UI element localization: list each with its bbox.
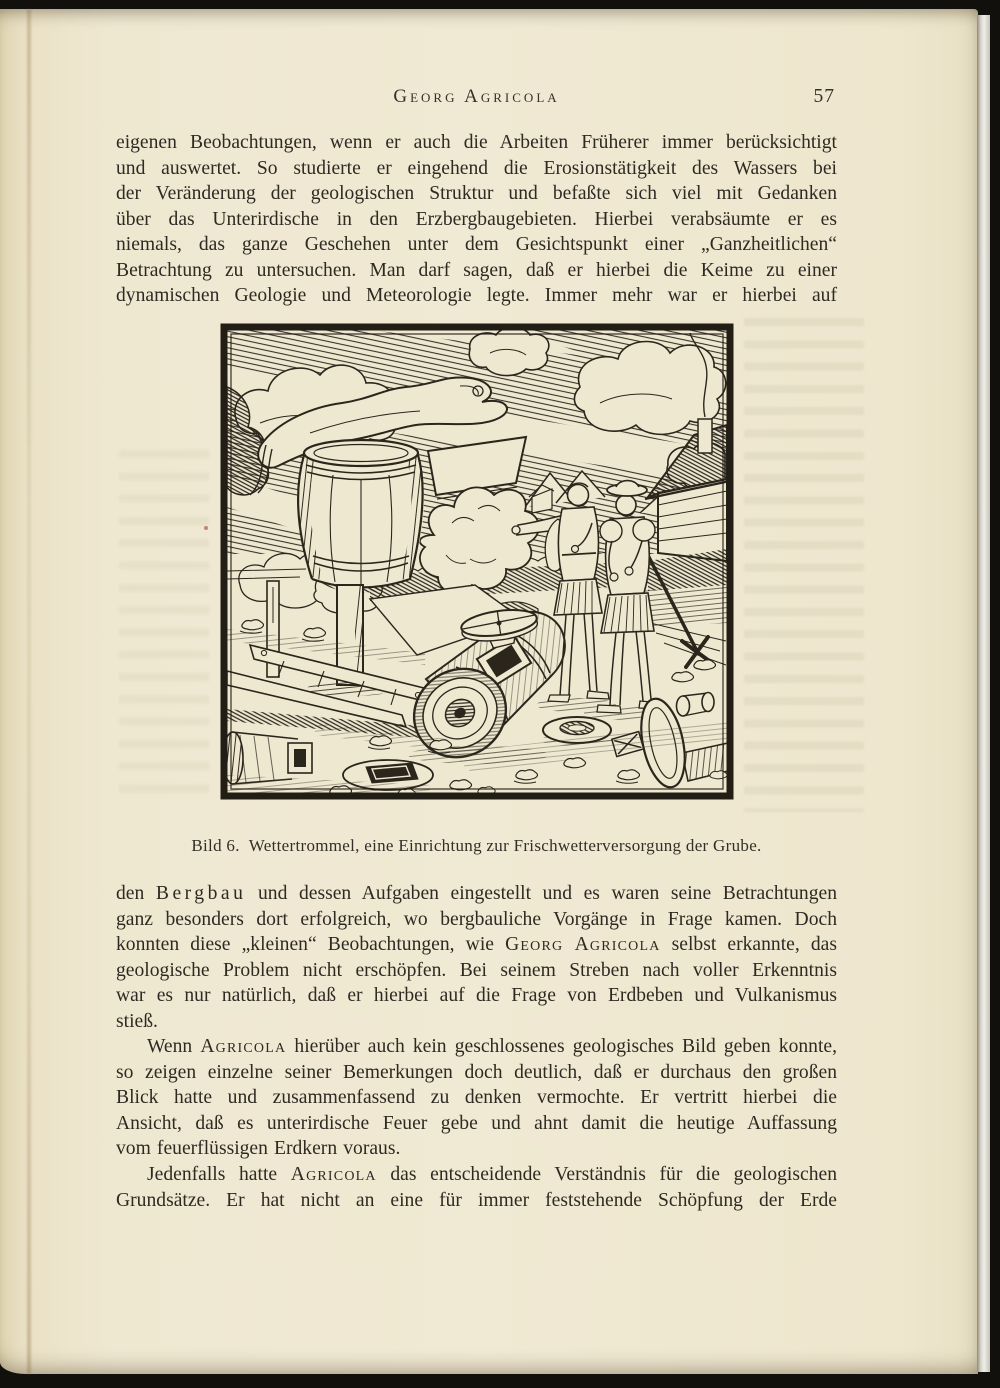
- body-text-bottom: [116, 881, 837, 1213]
- text-line: konnten diese „kleinen“ Beobachtungen, wie Georg Agricola selbst erkannte, das: [116, 934, 837, 956]
- figure-caption: [116, 836, 837, 856]
- figure-caption-label: Bild 6.: [191, 836, 240, 855]
- text-line: Ansicht, daß es unterirdische Feuer gebe und ahnt damit die heutige Auffassung: [116, 1112, 837, 1134]
- text-line: Wenn Agricola hierüber auch kein geschlossenes geologisches Bild geben konnte,: [147, 1036, 837, 1058]
- body-text-top: [116, 130, 837, 309]
- text-line: niemals, das ganze Geschehen unter dem Gesichtspunkt einer „Ganzheitlichen“: [116, 234, 837, 256]
- page-edge-stack: [977, 15, 990, 1372]
- text-line: stieß.: [116, 1010, 158, 1032]
- text-line: und auswertet. So studierte er eingehend die Erosionstätigkeit des Wassers bei: [116, 157, 837, 179]
- text-line: geologische Problem nicht erschöpfen. Bei seinem Streben nach voller Erkenntnis: [116, 959, 837, 981]
- figure-caption-text: Wettertrommel, eine Einrichtung zur Frischwetterversorgung der Grube.: [248, 836, 762, 855]
- text-line: vom feuerflüssigen Erdkern voraus.: [116, 1138, 401, 1160]
- text-line: Grundsätze. Er hat nicht an eine für immer feststehende Schöpfung der Erde: [116, 1189, 837, 1211]
- text-line: Jedenfalls hatte Agricola das entscheidende Verständnis für die geologischen: [147, 1164, 837, 1186]
- scan-speck: [204, 526, 208, 530]
- text-line: Blick hatte und zusammenfassend zu denken vermochte. Er vertritt hierbei die: [116, 1087, 837, 1109]
- text-line: über das Unterirdische in den Erzbergbaugebieten. Hierbei verabsäumte er es: [116, 208, 837, 230]
- text-line: dynamischen Geologie und Meteorologie legte. Immer mehr war er hierbei auf: [116, 285, 837, 307]
- text-line: eigenen Beobachtungen, wenn er auch die Arbeiten Früherer immer berücksichtigt: [116, 132, 837, 153]
- text-line: war es nur natürlich, daß er hierbei auf die Frage von Erdbeben und Vulkanismus: [116, 985, 837, 1007]
- text-line: ganz besonders dort erfolgreich, wo bergbauliche Vorgänge in Frage kamen. Doch: [116, 908, 837, 930]
- text-line: Betrachtung zu untersuchen. Man darf sagen, daß er hierbei die Keime zu einer: [116, 259, 837, 281]
- woodcut-illustration: [220, 323, 734, 800]
- text-line: der Veränderung der geologischen Struktur und befaßte sich viel mit Gedanken: [116, 183, 837, 205]
- page-title: Georg Agricola: [393, 86, 560, 107]
- page-number: 57: [813, 86, 835, 107]
- text-line: den Bergbau und dessen Aufgaben eingestellt und es waren seine Betrachtungen: [116, 883, 837, 904]
- text-line: so zeigen einzelne seiner Bemerkungen doch deutlich, daß er durchaus den großen: [116, 1061, 837, 1083]
- running-header: [116, 86, 837, 110]
